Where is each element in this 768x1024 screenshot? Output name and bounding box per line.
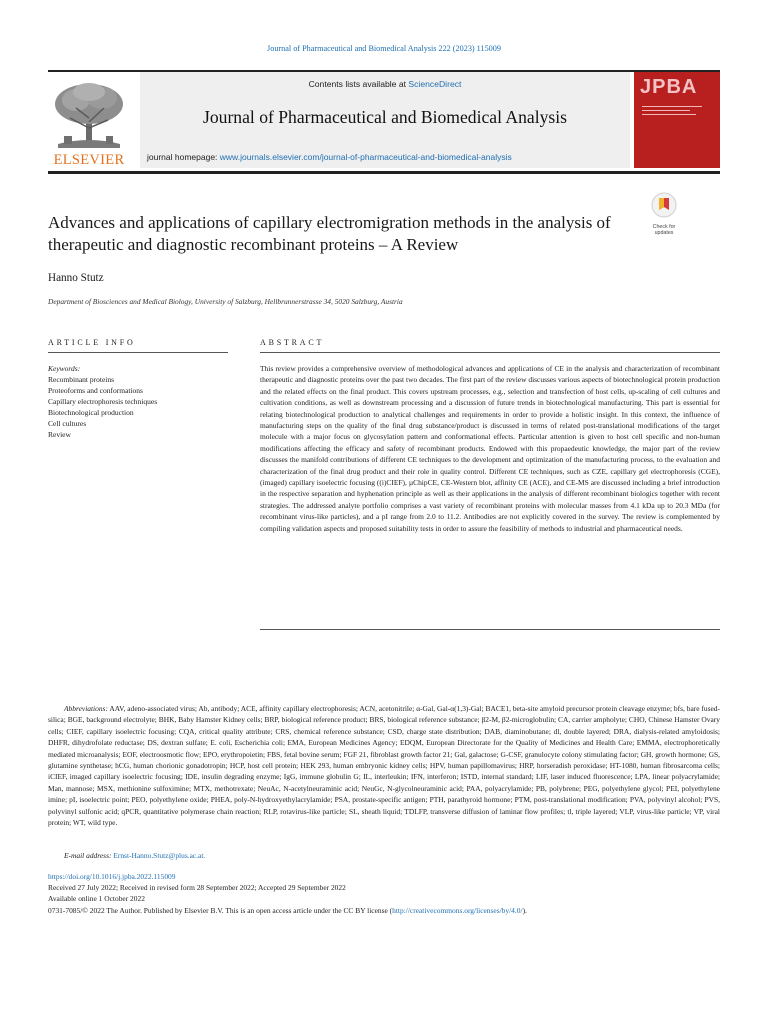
article-info-heading: ARTICLE INFO — [48, 338, 136, 347]
keyword-item: Capillary electrophoresis techniques — [48, 397, 158, 406]
keywords-title: Keywords: — [48, 364, 81, 373]
journal-name: Journal of Pharmaceutical and Biomedical Analysis — [203, 107, 567, 127]
contents-line — [140, 79, 630, 89]
license-line — [48, 905, 728, 916]
abbreviations-label: Abbreviations: — [64, 704, 108, 713]
email-label: E-mail address: — [64, 851, 114, 860]
license-link[interactable]: http://creativecommons.org/licenses/by/4.0/ — [392, 905, 523, 915]
abbreviations-footnote — [48, 703, 720, 828]
keyword-item: Recombinant proteins — [48, 375, 115, 384]
check-updates-icon — [651, 192, 677, 218]
contents-prefix: Contents lists available at — [308, 79, 409, 89]
keyword-item: Review — [48, 430, 71, 439]
elsevier-wordmark[interactable]: ELSEVIER — [53, 152, 125, 168]
keyword-item: Biotechnological production — [48, 408, 134, 417]
masthead-info-box — [140, 72, 630, 168]
abstract-text: This review provides a comprehensive overview of methodological advances and applications of CE in the analysis and characterization of recombinant therapeutic and diagnostic proteins over the past two decades. The first part of the review discusses various aspects of biotechnological protein production and the related effects on the final product. This covers upstream processes, e.g., selection and transfection of host cells, up-scaling of cell cultures and cultivation conditions, as well as downstream processing and a discussion of future trends in biotechnological manufacturing. This part is essential for relating biotechnological production to analytical challenges and requirements in order to provide a holistic insight. In this context, the influence of manufacturing steps on the quality of the final drug substance/product is discussed in terms of related post-translational modifications of the target molecule with a major focus on glycosylation pattern and conformational effects. Particular attention is given to host cell specific and non-human modifications affecting the efficacy and safety of recombinant products. Endowed with this propaedeutic knowledge, the major part of the review discusses the manifold contributions of different CE techniques to the development and optimization of the manufacturing process, to the evaluation and characterization of the final drug product and their role in quality control. Different CE techniques, such as CZE, capillary gel electrophoresis (CGE), (imaged) capillary isoelectric focusing ((i)CIEF), µChipCE, CE-Western blot, affinity CE (ACE), and CE-MS are discussed including a brief introduction in the respective separation and hyphenation principle as well as their applications in the analysis of different recombinant biologics together with recent strategies. The addressed analyte portfolio comprises a vast variety of recombinant proteins with molecular masses from 4.1 kDa up to 20.3 MDa (for recombinant virus-like particles), and a pI range from 2.0 to 11.2. Antibodies are not explicitly covered in the survey. The review is complemented by compiling validation aspects and proposed suitability tests in order to assure the feasibility of methods to industrial and pharmaceutical needs. — [260, 364, 720, 533]
check-updates-label: Check for updates — [652, 224, 676, 236]
author-name: Hanno Stutz — [48, 272, 104, 284]
received-dates: Received 27 July 2022; Received in revised form 28 September 2022; Accepted 29 September 2022 — [48, 883, 346, 893]
abbreviations-text: AAV, adeno-associated virus; Ab, antibody; ACE, affinity capillary electrophoresis; ACN, acetonitrile; α-Gal, Gal-α(1,3)-Gal; BACE1, beta-site amyloid precursor protein cleavage enzyme; bfs, bare fused-silica; BGE, background electrolyte; BHK, Baby Hamster Kidney cells; BRP, biological reference product; BRS, biological reference substance; β2-M, β2-microglobulin; CA, carrier ampholyte; CHO, Chinese Hamster Ovary cells; CIEF, capillary isoelectric focusing; CQA, critical quality attribute; CRS, chemical reference substance; CSD, charge state distribution; DAB, diaminobutane; dl, double layered; DRA, dialysis-related amyloidosis; DHFR, dihydrofolate reductase; DS, dextran sulfate; E. coli, Escherichia coli; EMA, European Medicines Agency; EDQM, European Directorate for the Quality of Medicines and Health Care; EMMA, electrophoretically mediated microanalysis; EOF, electroosmotic flow; EPO, erythropoietin; FBS, fetal bovine serum; FGF 21, fibroblast growth factor 21; Gal, galactose; G-CSF, granulocyte colony stimulating factor; GH, growth hormone; GS, glutamine synthetase; hCG, human chorionic gonadotropin; HCP, host cell protein; HEK 293, human embryonic kidney cells; HPV, human papillomavirus; HRP, horseradish peroxidase; HT-1080, human fibrosarcoma cells; iCIEF, imaged capillary isoelectric focusing; IDE, insulin degrading enzyme; IgG, immune globulin G; IL, interleukin; IFN, interferon; ISTD, internal standard; LIF, laser induced fluorescence; LPA, linear polyacrylamide; Man, mannose; MSX, methionine sulfoximine; MTX, methotrexate; NeuAc, N-acetylneuraminic acid; NeuGc, N-glycolneuraminic acid; PAA, polyacrylamide; PB, polybrene; PEG, polyethylene glycol; PEI, polyethylene imine; pI, isoelectric point; PEO, polyethylene oxide; PHEA, poly-N-hydroxyethylacrylamide; PSA, prostate-specific antigen; PTH, parathyroid hormone; PTM, post-translational modification; PVA, polyvinyl alcohol; PVS, polyvinyl sulfonic acid; qPCR, quantitative polymerase chain reaction; RLP, rotavirus-like particle; SL, sheath liquid; TDLFP, transverse diffusion of laminar flow profiles; tl, triple layered; VLP, virus-like particle; VP, viral protein; WT, wild type. — [48, 704, 720, 828]
journal-cover-thumbnail[interactable] — [634, 72, 720, 168]
sciencedirect-link[interactable]: ScienceDirect — [408, 79, 462, 89]
email-footnote — [64, 851, 205, 860]
abstract-rule — [260, 352, 720, 353]
cover-title: JPBA — [640, 76, 698, 98]
keyword-item: Cell cultures — [48, 419, 87, 428]
author-affiliation: Department of Biosciences and Medical Biology, University of Salzburg, Hellbrunnerstrasse 34, 5020 Salzburg, Austria — [48, 297, 403, 306]
abstract-end-rule — [260, 629, 720, 630]
check-for-updates-badge[interactable] — [644, 192, 684, 236]
article-info-rule — [48, 352, 228, 353]
keyword-item: Proteoforms and conformations — [48, 386, 143, 395]
homepage-label: journal homepage: — [147, 152, 220, 162]
masthead-bottom-rule — [48, 171, 720, 174]
email-link[interactable]: Ernst-Hanno.Stutz@plus.ac.at. — [113, 851, 206, 860]
license-suffix: ). — [522, 905, 527, 915]
journal-reference[interactable]: Journal of Pharmaceutical and Biomedical Analysis 222 (2023) 115009 — [267, 44, 501, 53]
publication-info — [48, 871, 728, 916]
doi-link[interactable]: https://doi.org/10.1016/j.jpba.2022.115009 — [48, 872, 176, 881]
license-prefix: 0731-7085/© 2022 The Author. Published by Elsevier B.V. This is an open access article under the CC BY license ( — [48, 905, 393, 915]
keywords-list — [48, 363, 228, 440]
available-online: Available online 1 October 2022 — [48, 894, 145, 904]
abstract-heading: ABSTRACT — [260, 338, 325, 347]
article-title: Advances and applications of capillary electromigration methods in the analysis of therapeutic and diagnostic recombinant proteins – A Review — [48, 213, 611, 254]
homepage-line — [147, 152, 512, 162]
homepage-link[interactable]: www.journals.elsevier.com/journal-of-pharmaceutical-and-biomedical-analysis — [219, 152, 512, 162]
masthead — [48, 72, 720, 168]
